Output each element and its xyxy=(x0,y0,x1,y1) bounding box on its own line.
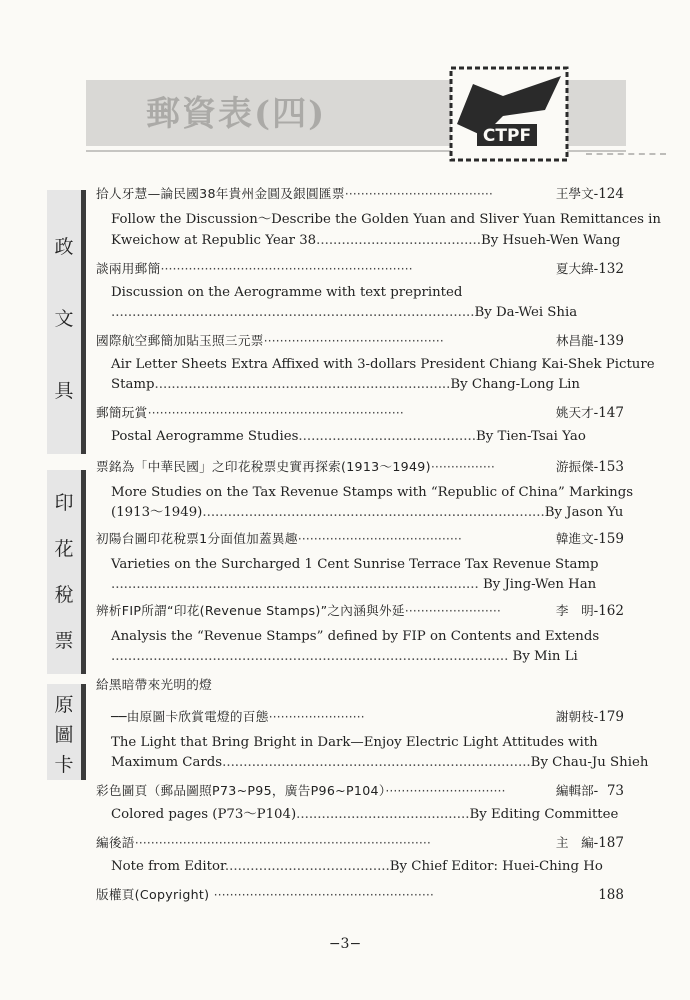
toc-entry-title-en: More Studies on the Tax Revenue Stamps with “Republic of China” Markings xyxy=(111,485,634,500)
toc-entry-title-en: Analysis the “Revenue Stamps” defined by FIP on Contents and Extends xyxy=(111,629,600,644)
header-title: 郵資表(四) xyxy=(146,94,327,134)
toc-entry-title-en: Follow the Discussion～Describe the Golden Yuan and Sliver Yuan Remittances in xyxy=(111,212,661,227)
toc-page-ref[interactable]: 王學文-124 xyxy=(555,186,624,202)
toc-entry-title-zh[interactable]: 彩色圖頁（郵品圖照P73~P95，廣告P96~P104）······························ xyxy=(96,783,506,798)
toc-entry-title-zh[interactable]: 拾人牙慧—論民國38年貴州金圓及銀圓匯票····································· xyxy=(96,186,493,201)
toc-entry-title-zh[interactable]: 初陽台圖印花稅票1分面值加蓋異趣········································· xyxy=(96,531,462,546)
toc-entry-title-zh[interactable]: 給黑暗帶來光明的燈 xyxy=(96,677,213,692)
toc-entry-title-en: Colored pages (P73～P104).........................................By Editing Committee xyxy=(111,807,619,822)
toc-entry-title-zh[interactable]: 國際航空郵簡加貼玉照三元票············································· xyxy=(96,333,444,348)
section-char: 原 xyxy=(54,694,74,716)
toc-entry-title-en: ......................................................................................By Da-Wei Shia xyxy=(111,305,578,320)
toc-page-ref[interactable]: 游振傑-153 xyxy=(555,459,624,475)
toc-entry-title-zh[interactable]: 辨析FIP所謂“印花(Revenue Stamps)”之內涵與外延························ xyxy=(96,603,501,618)
page-number: −3− xyxy=(328,936,362,952)
toc-entry-title-zh[interactable]: 編後語·········································································· xyxy=(96,835,431,850)
ctpf-logo xyxy=(443,64,575,164)
section-char: 印 xyxy=(54,492,74,514)
section-label-revenue xyxy=(47,470,86,674)
toc-page-ref[interactable]: 夏大緯-132 xyxy=(555,261,624,277)
section-label-maxcards xyxy=(47,684,86,780)
toc-entry-title-zh[interactable]: 版權頁(Copyright) ······················································· xyxy=(96,887,434,902)
section-char: 花 xyxy=(54,538,74,560)
section-char: 卡 xyxy=(54,754,74,776)
section-char: 文 xyxy=(54,308,74,330)
section-char: 圖 xyxy=(54,724,74,746)
toc-page-ref[interactable]: 主 編-187 xyxy=(555,835,624,851)
section-char: 稅 xyxy=(54,584,74,606)
toc-entry-title-en: Postal Aerogramme Studies..........................................By Tien-Tsai Yao xyxy=(111,429,586,444)
toc-entry-title-en: Note from Editor.......................................By Chief Editor: Huei-Ching Ho xyxy=(111,859,603,874)
toc-entry-title-zh[interactable]: 談兩用郵簡······························································· xyxy=(96,261,413,276)
dashed-rule xyxy=(586,153,666,155)
toc-entry-title-en: Air Letter Sheets Extra Affixed with 3-dollars President Chiang Kai-Shek Picture xyxy=(111,357,655,372)
toc-entry-title-en: Varieties on the Surcharged 1 Cent Sunrise Terrace Tax Revenue Stamp xyxy=(111,557,599,572)
toc-entry-title-en: (1913～1949).................................................................................By Jason Yu xyxy=(111,505,624,520)
toc-page-ref[interactable]: 韓進文-159 xyxy=(555,531,624,547)
toc-page-ref[interactable]: 姚天才-147 xyxy=(555,405,624,421)
toc-entry-title-en: Kweichow at Republic Year 38.......................................By Hsueh-Wen Wang xyxy=(111,233,621,248)
toc-entry-title-zh[interactable]: 票銘為「中華民國」之印花稅票史實再探索(1913～1949)················ xyxy=(96,459,495,474)
toc-entry-title-en: ....................................................................................... By Jing-Wen Han xyxy=(111,577,597,592)
section-label-stationery xyxy=(47,190,86,454)
section-char: 票 xyxy=(54,630,74,652)
toc-page-ref[interactable]: 林昌龍-139 xyxy=(555,333,624,349)
logo-text: CTPF xyxy=(482,126,532,146)
toc-entry-title-en: .............................................................................................. By Min Li xyxy=(111,649,578,664)
toc-entry-title-en: The Light that Bring Bright in Dark—Enjoy Electric Light Attitudes with xyxy=(111,735,598,750)
toc-entry-title-en: Maximum Cards.........................................................................By Chau-Ju Shieh xyxy=(111,755,649,770)
toc-entry-subtitle-zh[interactable]: ──由原圖卡欣賞電燈的百態························ xyxy=(111,709,365,724)
toc-page-ref[interactable]: 188 xyxy=(598,887,624,903)
section-char: 政 xyxy=(54,236,74,258)
toc-page-ref[interactable]: 李 明-162 xyxy=(555,603,624,619)
toc-page-ref[interactable]: 編輯部- 73 xyxy=(555,783,624,799)
section-char: 具 xyxy=(54,380,74,402)
toc-entry-title-zh[interactable]: 郵簡玩賞································································ xyxy=(96,405,404,420)
toc-page-ref[interactable]: 謝朝枝-179 xyxy=(555,709,624,725)
toc-entry-title-en: Discussion on the Aerogramme with text preprinted xyxy=(111,285,463,300)
toc-entry-title-en: Stamp......................................................................By Chang-Long Lin xyxy=(111,377,580,392)
